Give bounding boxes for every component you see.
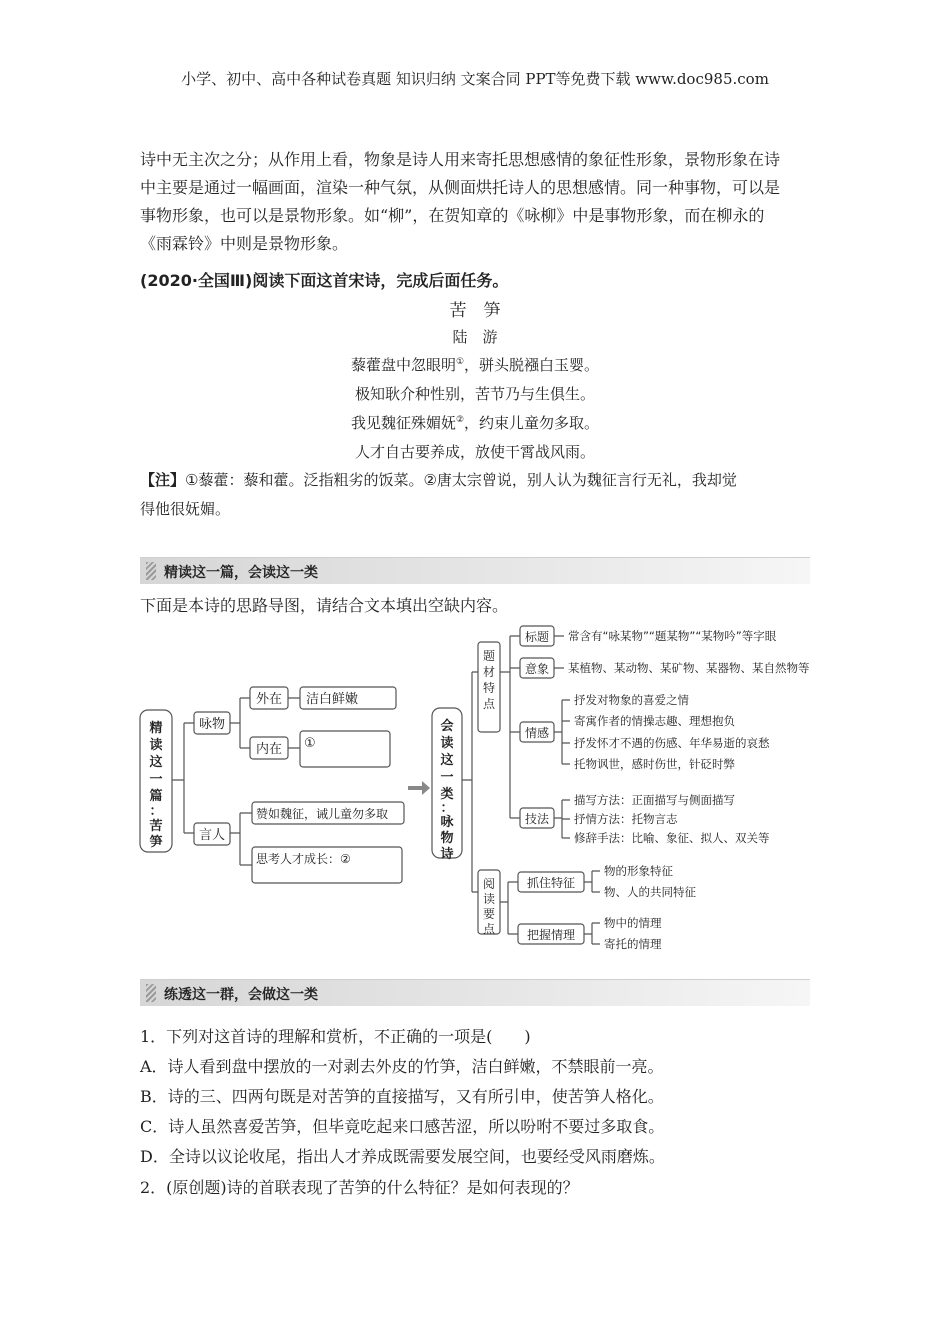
bawo-label: 把握情理: [526, 928, 576, 942]
jifa-value: 修辞手法：比喻、象征、拟人、双关等: [574, 831, 770, 845]
yanren-label: 言人: [198, 828, 226, 843]
arrow-head-icon: [422, 781, 430, 795]
qinggan-value: 抒发怀才不遇的伤感、年华易逝的哀愁: [574, 736, 770, 750]
yanren-value: 赞如魏征，诫儿童勿多取: [256, 807, 389, 821]
paragraph-line: 事物形象，也可以是景物形象。如“柳”，在贺知章的《咏柳》中是事物形象，而在柳永的: [140, 206, 765, 225]
bawo-value: 物中的情理: [604, 916, 662, 930]
poem-line-1: [0, 354, 950, 375]
yanren-answer: 思考人才成长：②: [256, 852, 351, 866]
section-banner-practice: [140, 979, 810, 1006]
page-header: 小学、初中、高中各种试卷真题 知识归纳 文案合同 PPT等免费下载 www.doc985.com: [181, 70, 769, 88]
option-d: D．全诗以议论收尾，指出人才养成既需要发展空间，也要经受风雨磨炼。: [140, 1147, 665, 1166]
biaoti-label: 标题: [524, 630, 550, 644]
qinggan-value: 抒发对物象的喜爱之情: [574, 693, 689, 707]
left-root-label: 精读这一篇：苦笋: [149, 721, 163, 850]
banner-stripe-icon: [146, 984, 156, 1002]
jifa-value: 抒情方法：托物言志: [574, 812, 678, 826]
mind-map: [136, 620, 812, 960]
question-intro: (2020·全国Ⅲ)阅读下面这首宋诗，完成后面任务。: [140, 271, 509, 290]
poem-line-text: 藜藿盘中忽眼明: [350, 356, 456, 374]
poem-line-2: 极知耿介种性别，苦节乃与生俱生。: [354, 385, 595, 403]
neizai-label: 内在: [255, 742, 283, 757]
poem-line-3: [0, 412, 950, 433]
qinggan-value: 托物讽世，感时伤世，针砭时弊: [574, 757, 735, 771]
option-c: C．诗人虽然喜爱苦笋，但毕竟吃起来口感苦涩，所以吩咐不要过多取食。: [140, 1117, 665, 1136]
poem-line-text: ，骈头脱襁白玉婴。: [464, 356, 600, 374]
neizai-answer-mark: ①: [304, 736, 316, 751]
yongwu-label: 咏物: [198, 717, 226, 732]
banner-stripe-icon: [146, 562, 156, 580]
yixiang-value: 某植物、某动物、某矿物、某器物、某自然物等: [568, 661, 810, 675]
paragraph-line: 中主要是通过一幅画面，渲染一种气氛，从侧面烘托诗人的思想感情。同一种事物，可以是: [140, 178, 781, 197]
footnote-mark: ①: [455, 357, 465, 367]
waizai-value: 洁白鲜嫩: [306, 692, 359, 707]
qinggan-label: 情感: [524, 726, 550, 740]
yixiang-label: 意象: [524, 662, 550, 676]
note-text: 得他很妩媚。: [140, 500, 231, 518]
yuedu-label: 阅读要点: [482, 877, 496, 936]
section-banner-reading: [140, 557, 810, 584]
note-text: ①藜藿：藜和藿。泛指粗劣的饭菜。②唐太宗曾说，别人认为魏征言行无礼，我却觉: [185, 471, 737, 489]
bawo-value: 寄托的情理: [604, 937, 662, 951]
qinggan-value: 寄寓作者的情操志趣、理想抱负: [574, 714, 735, 728]
note-label: 【注】: [140, 471, 186, 489]
paragraph-line: 《雨霖铃》中则是景物形象。: [140, 234, 349, 253]
waizai-label: 外在: [255, 692, 283, 707]
poem-notes: [140, 466, 812, 524]
zhuazhu-label: 抓住特征: [526, 876, 576, 890]
banner-title: 练透这一群，会做这一类: [164, 987, 318, 1003]
footnote-mark: ②: [455, 415, 465, 425]
poem-author: 陆 游: [452, 328, 498, 346]
question-1: 1．下列对这首诗的理解和赏析，不正确的一项是( ): [140, 1027, 531, 1046]
option-b: B．诗的三、四两句既是对苦笋的直接描写，又有所引申，使苦笋人格化。: [140, 1087, 664, 1106]
poem-title: 苦 笋: [449, 301, 501, 321]
option-a: A．诗人看到盘中摆放的一对剥去外皮的竹笋，洁白鲜嫩，不禁眼前一亮。: [140, 1057, 664, 1076]
mid-root-label: 会读这一类：咏物诗: [440, 719, 454, 862]
poem-line-text: 我见魏征殊媚妩: [350, 414, 456, 432]
question-2: 2．(原创题)诗的首联表现了苦笋的什么特征？是如何表现的？: [140, 1178, 579, 1197]
explanation-paragraph: [140, 146, 812, 258]
jifa-value: 描写方法：正面描写与侧面描写: [574, 793, 735, 807]
biaoti-value: 常含有“咏某物”“题某物”“某物吟”等字眼: [568, 629, 777, 643]
ticai-label: 题材特点: [482, 649, 496, 711]
zhuazhu-value: 物、人的共同特征: [604, 885, 696, 899]
jifa-label: 技法: [524, 812, 550, 826]
poem-line-text: ，约束儿童勿多取。: [464, 414, 600, 432]
paragraph-line: 诗中无主次之分；从作用上看，物象是诗人用来寄托思想感情的象征性形象，景物形象在诗: [140, 150, 781, 169]
banner-title: 精读这一篇，会读这一类: [164, 565, 318, 581]
zhuazhu-value: 物的形象特征: [604, 864, 673, 878]
mindmap-instruction: 下面是本诗的思路导图，请结合文本填出空缺内容。: [140, 596, 509, 615]
poem-line-4: 人才自古要养成，放使干霄战风雨。: [354, 443, 595, 461]
